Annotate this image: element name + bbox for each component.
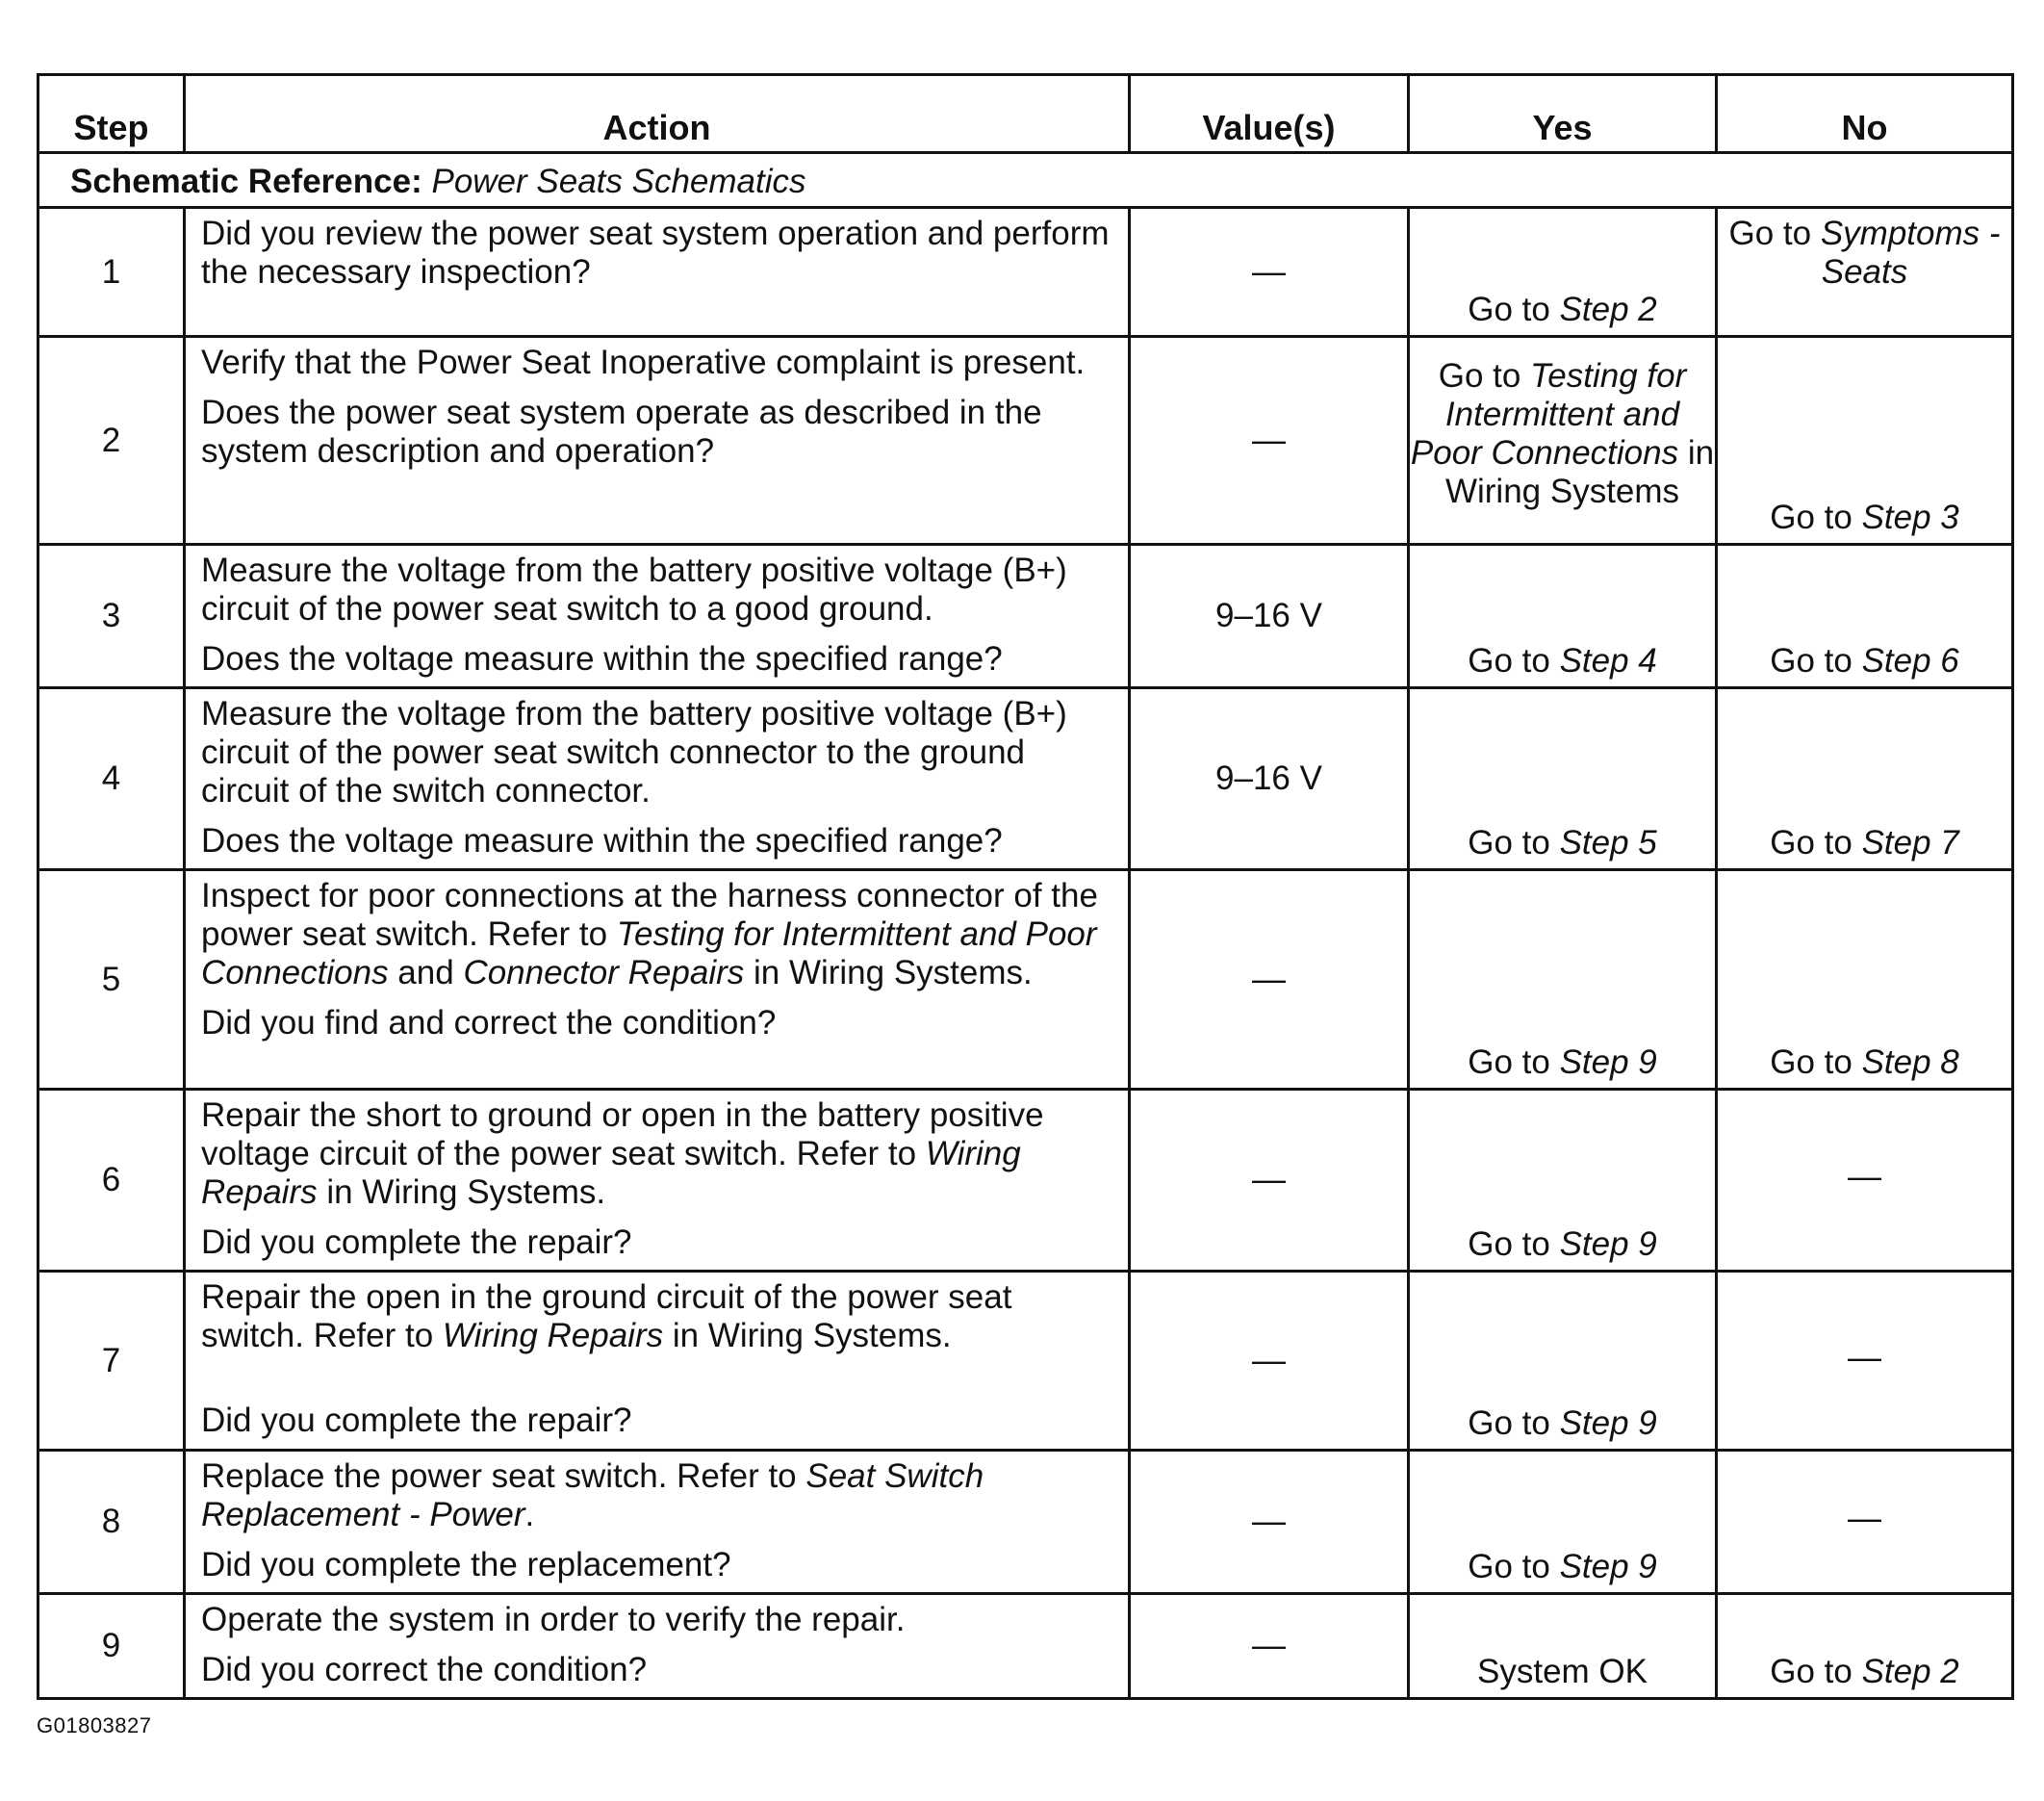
no-link[interactable]: Symptoms - Seats [1820,215,2001,291]
no-link[interactable]: Step 6 [1861,642,1959,680]
no-link[interactable]: Step 8 [1861,1043,1959,1081]
action-text: Operate the system in order to verify the repair. [201,1601,906,1638]
go-to-label: Go to [1770,824,1852,862]
action-question: Did you complete the replacement? [201,1546,731,1583]
action-question: Did you complete the repair? [201,1223,632,1261]
action-question: Does the voltage measure within the specified range? [201,640,1003,678]
action-cell [185,545,1130,688]
no-link[interactable]: Step 3 [1861,499,1959,536]
action-text-part: in Wiring Systems. [663,1317,952,1354]
go-to-label: Go to [1468,291,1550,328]
step-number: 7 [38,1272,185,1451]
yes-link[interactable]: Step 9 [1559,1404,1657,1442]
go-to-label: Go to [1438,357,1521,395]
no-cell [1717,337,2013,545]
action-text-part: Replace the power seat switch. Refer to [201,1457,806,1495]
value-cell: — [1130,1594,1409,1699]
schematic-row [38,153,2013,208]
yes-cell [1409,688,1717,870]
header-action: Action [185,75,1130,153]
action-cell [185,1090,1130,1272]
no-cell [1717,545,2013,688]
go-to-label: Go to [1728,215,1812,252]
no-link[interactable]: Step 7 [1861,824,1959,862]
action-cell [185,1451,1130,1594]
action-text [201,877,1114,992]
yes-cell [1409,337,1717,545]
no-cell: — [1717,1451,2013,1594]
value-cell: 9–16 V [1130,688,1409,870]
table-row [38,208,2013,337]
action-text-part: in Wiring Systems. [744,954,1033,991]
yes-cell [1409,545,1717,688]
go-to-label: Go to [1468,642,1550,680]
yes-link[interactable]: Testing for Intermittent and Poor Connections [1410,357,1687,472]
table-row [38,1451,2013,1594]
action-text: Measure the voltage from the battery positive voltage (B+) circuit of the power seat switch connector to the ground circuit of the switch connector. [201,695,1067,810]
action-text-part: Repair the short to ground or open in the battery positive voltage circuit of the power seat switch. Refer to [201,1096,1044,1172]
reference-link[interactable]: Connector Repairs [463,954,745,991]
step-number: 5 [38,870,185,1090]
step-number: 4 [38,688,185,870]
table-row [38,545,2013,688]
table-row [38,688,2013,870]
action-text-part: Inspect for poor connections at the harness connector of the power seat switch. Refer to [201,877,1098,953]
action-cell [185,337,1130,545]
yes-link[interactable]: Step 2 [1559,291,1657,328]
no-cell: — [1717,1090,2013,1272]
yes-link[interactable]: Step 9 [1559,1548,1657,1585]
yes-cell [1409,208,1717,337]
step-number: 9 [38,1594,185,1699]
reference-link[interactable]: Seat Switch Replacement - Power [201,1457,984,1533]
action-text-part: Repair the open in the ground circuit of the power seat switch. Refer to [201,1278,1012,1354]
action-text [201,1096,1114,1212]
no-link[interactable]: Step 2 [1861,1653,1959,1690]
go-to-label: Go to [1468,1548,1550,1585]
go-to-label: Go to [1770,1653,1852,1690]
go-to-label: Go to [1468,1043,1550,1081]
go-to-label: Go to [1770,642,1852,680]
schematic-label: Schematic Reference: [70,163,422,200]
yes-link[interactable]: Step 9 [1559,1043,1657,1081]
go-to-label: Go to [1468,1225,1550,1263]
table-row [38,870,2013,1090]
value-cell: — [1130,1272,1409,1451]
no-cell [1717,688,2013,870]
yes-cell [1409,1090,1717,1272]
go-to-label: Go to [1468,1404,1550,1442]
reference-link[interactable]: Wiring Repairs [442,1317,664,1354]
action-text: Verify that the Power Seat Inoperative complaint is present. [201,344,1086,381]
schematic-link[interactable]: Power Seats Schematics [431,163,806,200]
diagnostic-table-container [37,73,2011,1700]
diagnostic-table [37,73,2014,1700]
action-text-part: in Wiring Systems. [317,1173,606,1211]
action-question: Did you find and correct the condition? [201,1004,777,1042]
go-to-label: Go to [1468,824,1550,862]
go-to-label: Go to [1770,499,1852,536]
action-text: Did you review the power seat system operation and perform the necessary inspection? [201,215,1110,291]
reference-link[interactable]: Wiring Repairs [201,1135,1021,1211]
action-text [201,1457,1114,1534]
yes-link[interactable]: Step 5 [1559,824,1657,862]
value-cell: — [1130,1451,1409,1594]
go-to-label: Go to [1770,1043,1852,1081]
action-question: Did you complete the repair? [201,1402,632,1439]
yes-suffix: in Wiring Systems [1444,434,1715,510]
step-number: 6 [38,1090,185,1272]
value-cell: 9–16 V [1130,545,1409,688]
no-cell [1717,870,2013,1090]
step-number: 3 [38,545,185,688]
table-row [38,337,2013,545]
step-number: 2 [38,337,185,545]
action-question: Does the voltage measure within the specified range? [201,822,1003,860]
schematic-reference [38,153,2013,208]
action-question: Does the power seat system operate as described in the system description and operation? [201,394,1042,470]
action-cell [185,688,1130,870]
action-cell [185,208,1130,337]
yes-link[interactable]: Step 9 [1559,1225,1657,1263]
value-cell: — [1130,870,1409,1090]
action-text-part: and [388,954,464,991]
table-row [38,1594,2013,1699]
value-cell: — [1130,208,1409,337]
yes-cell [1409,1451,1717,1594]
step-number: 8 [38,1451,185,1594]
value-cell: — [1130,337,1409,545]
action-text: Measure the voltage from the battery positive voltage (B+) circuit of the power seat switch to a good ground. [201,552,1067,628]
header-row [38,75,2013,153]
action-text-part: . [524,1496,535,1533]
reference-link[interactable]: Testing for Intermittent and Poor Connections [201,915,1097,991]
table-row [38,1272,2013,1451]
yes-link[interactable]: Step 4 [1559,642,1657,680]
action-cell [185,1594,1130,1699]
header-yes: Yes [1409,75,1717,153]
action-question: Did you correct the condition? [201,1651,648,1688]
action-text [201,1278,1114,1355]
action-cell [185,870,1130,1090]
table-row [38,1090,2013,1272]
no-cell [1717,208,2013,337]
no-cell [1717,1594,2013,1699]
step-number: 1 [38,208,185,337]
no-cell: — [1717,1272,2013,1451]
yes-cell: System OK [1409,1594,1717,1699]
yes-cell [1409,870,1717,1090]
value-cell: — [1130,1090,1409,1272]
header-no: No [1717,75,2013,153]
action-cell [185,1272,1130,1451]
header-values: Value(s) [1130,75,1409,153]
figure-id: G01803827 [37,1713,152,1737]
header-step: Step [38,75,185,153]
yes-cell [1409,1272,1717,1451]
